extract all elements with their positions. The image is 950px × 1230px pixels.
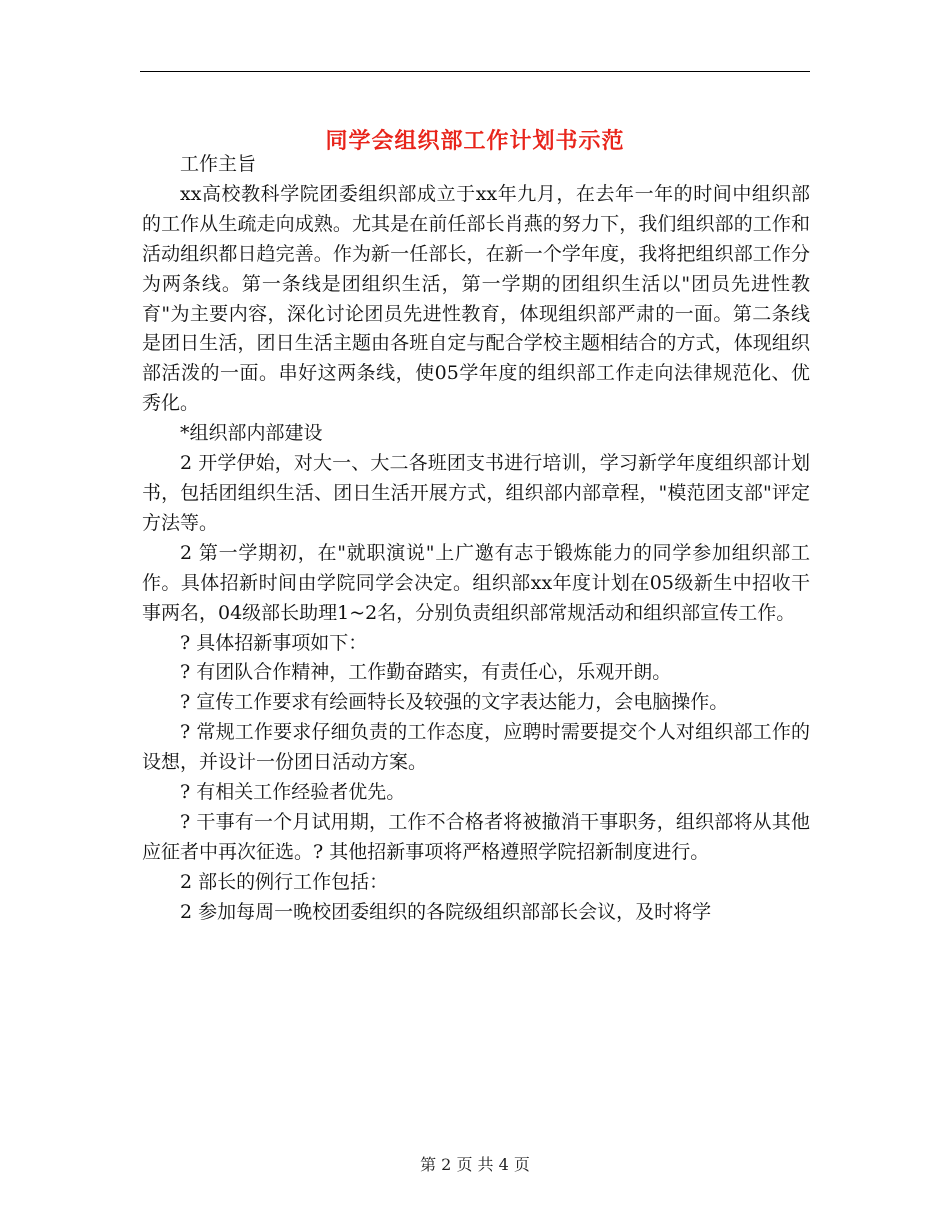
paragraph: 工作主旨	[180, 153, 257, 175]
list-item: ? 宣传工作要求有绘画特长及较强的文字表达能力，会电脑操作。	[180, 691, 729, 714]
list-item: ? 有相关工作经验者优先。	[180, 781, 406, 804]
list-item: ? 干事有一个月试用期，工作不合格者将被撤消干事职务，组织部将从其他应征者中再次征选。? 其他招新事项将严格遵照学院招新制度进行。	[142, 810, 810, 863]
document-body	[142, 150, 810, 928]
header-rule	[140, 71, 810, 72]
paragraph: 2 部长的例行工作包括：	[180, 870, 389, 893]
paragraph: *组织部内部建设	[180, 422, 323, 445]
page-number: 第 2 页 共 4 页	[420, 1155, 530, 1174]
document-title: 同学会组织部工作计划书示范	[325, 127, 625, 154]
paragraph: xx高校教科学院团委组织部成立于xx年九月，在去年一年的时间中组织部的工作从生疏走向成熟。尤其是在前任部长肖燕的努力下，我们组织部的工作和活动组织都日趋完善。作为新一任部长，在新一个学年度，我将把组织部工作分为两条线。第一条线是团组织生活，第一学期的团组织生活以"团员先进性教育"为主要内容，深化讨论团员先进性教育，体现组织部严肃的一面。第二条线是团日生活，团日生活主题由各班自定与配合学校主题相结合的方式，体现组织部活泼的一面。串好这两条线，使05学年度的组织部工作走向法律规范化、优秀化。	[142, 182, 810, 415]
list-item: ? 有团队合作精神，工作勤奋踏实，有责任心，乐观开朗。	[180, 661, 672, 684]
list-item: ? 具体招新事项如下：	[180, 631, 368, 654]
paragraph: 2 参加每周一晚校团委组织的各院级组织部部长会议，及时将学	[180, 900, 712, 923]
list-item: ? 常规工作要求仔细负责的工作态度，应聘时需要提交个人对组织部工作的设想，并设计一份团日活动方案。	[142, 721, 810, 774]
paragraph: 2 第一学期初，在"就职演说"上广邀有志于锻炼能力的同学参加组织部工作。具体招新时间由学院同学会决定。组织部xx年度计划在05级新生中招收干事两名，04级部长助理1~2名，分别负责组织部常规活动和组织部宣传工作。	[142, 541, 810, 624]
paragraph: 2 开学伊始，对大一、大二各班团支书进行培训，学习新学年度组织部计划书，包括团组织生活、团日生活开展方式，组织部内部章程，"模范团支部"评定方法等。	[142, 452, 810, 534]
